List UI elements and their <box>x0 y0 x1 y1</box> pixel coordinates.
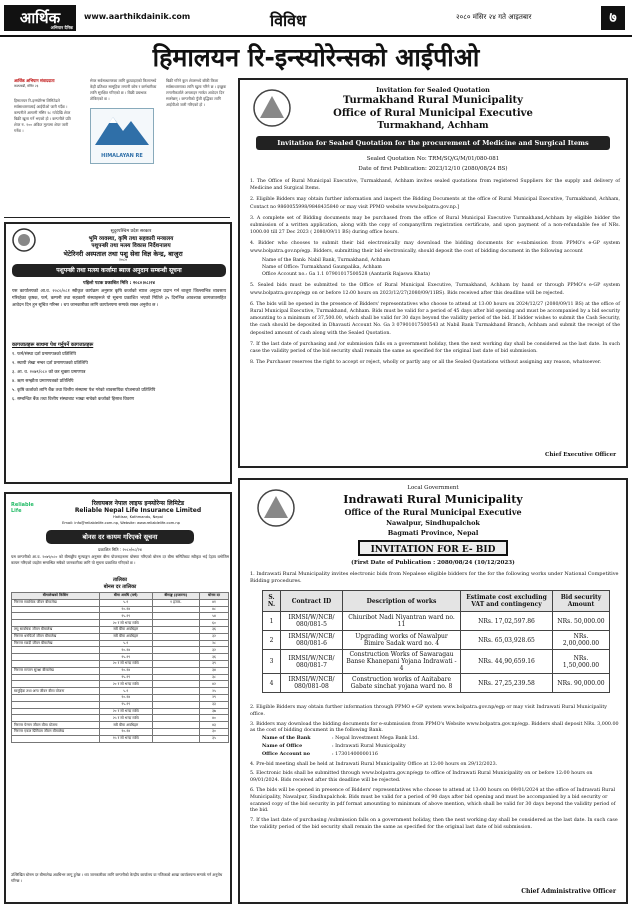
table-row <box>12 660 229 667</box>
docs-title: कागजातहरू साथमा पेश गर्नुपर्ने कागजातहरू <box>12 342 94 348</box>
table-cell: २० र सो भन्दा माथि <box>100 708 153 715</box>
table-cell: NRs. 17,02,597.86 <box>461 612 553 631</box>
table-row <box>12 620 229 627</box>
paragraph-3: 3. A complete set of Bidding documents may be purchased from the office of Rural Municipal Executive Turmakhand,Achham by eligible bidder the submission of a written application, along with the copy of company/firm registration certificate, and upon payment of a non-refundable fee of NRs. 1000.00 till 27 Dec 2023 ( 2080/09/11 BS) during office hours. <box>250 215 620 236</box>
company-contact: Email: info@reliablelife.com.np, Website: www.reliablelife.com.np <box>62 521 180 525</box>
table-cell <box>12 654 100 661</box>
table-cell: निरन्तर सावधिक जीवन बीमालेख <box>12 599 100 606</box>
table-row <box>263 650 610 674</box>
table-cell: सबै बीमा अवधिहरु <box>100 633 153 640</box>
col-header: बीमालेखको किसिम <box>12 593 100 600</box>
table-cell <box>152 633 199 640</box>
col-header: Estimate cost excluding VAT and contingency <box>461 591 553 612</box>
col-header: Bid security Amount <box>553 591 610 612</box>
table-cell <box>152 640 199 647</box>
table-cell: NRs. 44,90,659.16 <box>461 650 553 674</box>
table-row <box>12 701 229 708</box>
col-header: Description of works <box>343 591 461 612</box>
table-cell <box>12 647 100 654</box>
notice-banner: Invitation for Sealed Quotation for the procurement of Medicine and Surgical Items <box>256 136 610 150</box>
table-cell: ६० <box>200 620 229 627</box>
table-cell: NRs. 50,000.00 <box>553 612 610 631</box>
paragraph-5: 5. Sealed bids must be submitted to the Office of Rural Municipal Executive, Turmakhand, Achham by hand or through PPMO's e-GP system www.bolpatra.gov.np/egp on or before 12:00 hours on 2023/12/27(2080/09/11BS). Bids received after this deadline will be rejected. <box>250 283 620 296</box>
org-line-2: Office of the Rural Municipal Executive <box>344 507 522 517</box>
notice-body: यस कम्पनीको आ.व. २०७९/०८० को बीमाङ्कीय मूल्याङ्कन अनुसार बीमा योजनाहरूमा घोषणा गरिएको बोनस दर बीमा समितिबाट स्वीकृत भई देहाय बमोजिम कायम गरिएको व्यहोरा सम्बन्धित सबैको जानकारीका लागि यो सूचना प्रकाशित गरिएको छ । <box>11 554 229 565</box>
account-number: Office Account no.: Ga 1.1 07901017500528 (Aantarik Rajaswa Khata) <box>262 272 430 278</box>
paragraph-8: 8. The Purchaser reserves the right to accept or reject, wholly or partly any or all the Sealed Quotations without assigning any reason, whatsoever. <box>250 360 602 366</box>
table-cell: १०-१४ <box>100 606 153 613</box>
table-cell <box>152 694 199 701</box>
table-cell: २८ <box>200 640 229 647</box>
table-cell <box>152 735 199 742</box>
company-name-np: रिलायबल नेपाल लाइफ इन्स्योरेन्स लिमिटेड <box>91 500 185 507</box>
table-cell: 4 <box>263 674 281 693</box>
org-line-1: Indrawati Rural Municipality <box>343 493 523 506</box>
story-column-3: बिक्री गरिने कुल शेयरमध्ये बाँकी कित्ता सर्वसाधारणका लागि खुला गरिने छ । इच्छुक लगानीकर्ताले अनलाइन मार्फत आवेदन दिन सक्नेछन् । कम्पनीको पुँजी वृद्धिका लागि आईपीओ जारी गरिएको हो । <box>166 78 227 107</box>
table-cell: 2 <box>263 631 281 650</box>
office-name: Name of Office: Turmakhand Gaunpalika, Achham <box>262 265 382 271</box>
table-cell: Chiuribot Nadi Niyantran ward no. 11 <box>343 612 461 631</box>
signature-title: Chief Administrative Officer <box>521 888 616 895</box>
list-item: ६. सम्बन्धित बैंक तथा वित्तीय संस्थाबाट भाखा नाघेको कर्जाको हिसाब विवरण <box>12 397 135 402</box>
bonus-rate-table <box>11 592 229 743</box>
notice-banner: बोनस दर कायम गरिएको सूचना <box>46 530 194 544</box>
bank-label: Name of the Bank <box>262 735 311 742</box>
table-cell: २० र सो भन्दा माथि <box>100 620 153 627</box>
table-cell: ४१ <box>200 599 229 606</box>
table-row <box>12 728 229 735</box>
story-byline: आर्थिक अभियान संवाददाता <box>14 78 55 83</box>
org-line-1: सुदुरपश्चिम प्रदेश सरकार <box>110 229 152 234</box>
table-cell: १०-१४ <box>100 728 153 735</box>
table-cell <box>12 613 100 620</box>
table-cell <box>12 606 100 613</box>
table-cell: IRMSI/W/NCB/ 080/081-7 <box>281 650 343 674</box>
paragraph-5: 5. Electronic bids shall be submitted through www.bolpatra.gov.np/egp to office of Indrawati Rural Municipality on or before 12:00 hours on 09/01/2024. Bids received after this deadline will be rejected. <box>250 771 593 784</box>
table-cell: Construction works of Aaitabare Gabate sinchat yojana ward no. 8 <box>343 674 461 693</box>
news-story <box>4 78 230 218</box>
table-cell: NRs. 27,25,239.58 <box>461 674 553 693</box>
logo-subtext: अभियान दैनिक <box>50 25 73 30</box>
table-cell: NRs. 2,00,000.00 <box>553 631 610 650</box>
paragraph-3: 3. Bidders may download the bidding documents for e-submission from PPMO's Website www.bolpatra.gov.np/egp. Bidders shall deposit NRs. 3,000.00 as the cost of bidding document in the following Bank. <box>250 721 619 734</box>
logo-text: HIMALAYAN RE <box>101 153 143 159</box>
table-subtitle: बोनस दर तालिका <box>103 584 137 590</box>
table-cell: १०-१४ <box>100 694 153 701</box>
table-cell: १०-१४ <box>100 667 153 674</box>
table-row <box>263 631 610 650</box>
col-header: Contract ID <box>281 591 343 612</box>
table-row <box>12 688 229 695</box>
org-line-2: Office of Rural Municipal Executive <box>333 108 533 119</box>
notice-date: प्रकाशित मिति : २०८०/०८/२४ <box>98 547 142 552</box>
table-cell <box>12 694 100 701</box>
newspaper-logo <box>4 5 76 31</box>
table-cell: ५-९ <box>100 599 153 606</box>
table-cell: निरन्तर पेन्सन जीवन बीमा योजना <box>12 722 100 729</box>
table-cell: १०-१४ <box>100 647 153 654</box>
table-cell <box>152 681 199 688</box>
org-line-2: भूमि व्यवस्था, कृषि तथा सहकारी मन्त्रालय <box>88 236 174 242</box>
reliable-logo: Reliable Life <box>11 502 34 514</box>
table-cell: NRs. 1,50,000.00 <box>553 650 610 674</box>
table-row <box>12 654 229 661</box>
bank-info <box>250 735 620 758</box>
company-name-en: Reliable Nepal Life Insurance Limited <box>74 507 202 514</box>
col-header: बीमा अवधि (वर्ष) <box>100 593 153 600</box>
table-cell: २९ <box>200 694 229 701</box>
table-cell: १५-१९ <box>100 701 153 708</box>
notice-banner: पशुपन्छी तथा मत्स्य कर्जामा ब्याज अनुदान सम्बन्धी सूचना <box>12 264 226 277</box>
table-cell <box>152 660 199 667</box>
page-number: ७ <box>601 6 625 30</box>
paragraph-2: 2. Eligible Bidders may obtain further information through PPMO e-GP system www.bolpatra.gov.np/egp or may visit Indrawati Rural Municipality office. <box>250 705 608 717</box>
table-cell: NRs. 65,03,928.65 <box>461 631 553 650</box>
website-url[interactable]: www.aarthikdainik.com <box>84 12 191 21</box>
list-item: ५. कृषि कर्जाको लागि बैंक तथा वित्तीय संस्थामा पेश गरेको व्यवसायिक योजनाको प्रतिलिपि <box>12 388 156 393</box>
table-cell: १५ र सो भन्दा माथि <box>100 735 153 742</box>
paragraph-1: 1. The Office of Rural Municipal Executive, Turmakhand, Achham invites sealed quotations from registered Suppliers for the supply and delivery of Medicine and Surgical Items. <box>250 179 620 192</box>
table-row <box>12 674 229 681</box>
table-cell <box>152 613 199 620</box>
table-cell: ३० <box>200 728 229 735</box>
list-item: ४. ऋण सम्झौता प्रमाणपत्रको प्रतिलिपि <box>12 379 74 384</box>
org-line-4: Bagmati Province, Nepal <box>387 529 479 537</box>
table-row <box>12 613 229 620</box>
table-cell: १५-१९ <box>100 654 153 661</box>
notice-body <box>250 178 620 366</box>
table-cell: IRMSI/W/NCB/ 080/081-08 <box>281 674 343 693</box>
notice-footer: उल्लिखित बोनस दर बीमालेख अवधिभर लागू हुनेछ । थप जानकारीका लागि कम्पनीको केन्द्रीय कार्यालय वा नजिकको शाखा कार्यालयमा सम्पर्क गर्न अनुरोध गरिन्छ । <box>11 872 223 883</box>
col-header: बोनस दर <box>200 593 229 600</box>
issue-date: २०८० मंसिर २४ गते आइतबार <box>456 13 532 21</box>
docs-list <box>12 350 226 404</box>
table-cell <box>12 620 100 627</box>
table-cell <box>152 606 199 613</box>
table-cell <box>152 654 199 661</box>
table-cell: ३७ <box>200 708 229 715</box>
table-cell <box>152 701 199 708</box>
table-cell: 1 <box>263 612 281 631</box>
table-cell: ३३ <box>200 701 229 708</box>
table-cell: लघु सावधिक जीवन बीमालेख <box>12 626 100 633</box>
paragraph-7: 7. If the last date of purchasing /submission falls on a government holiday, then the next working day shall be considered as the last date. In such case the validity period of the bid security shall remain the same as specified for the original last date of bid submission. <box>250 818 618 830</box>
invite-title: Invitation for Sealed Quotation <box>376 86 490 94</box>
table-cell <box>152 620 199 627</box>
page-header <box>0 0 632 37</box>
table-row <box>263 612 610 631</box>
table-row <box>12 599 229 606</box>
table-cell: सामूहिक तथा अन्य जीवन बीमा योजना <box>12 688 100 695</box>
story-dateline: काठमाडौं, मंसिर २३ <box>14 84 39 88</box>
mountain-icon <box>91 109 153 149</box>
table-row <box>263 674 610 693</box>
list-item: १. फर्म/संस्था दर्ता प्रमाणपत्रको प्रतिलिपि <box>12 352 76 357</box>
table-cell: १५-१९ <box>100 613 153 620</box>
table-cell: २० र सो भन्दा माथि <box>100 681 153 688</box>
bank-value: : Nepal Investment Mega Bank Ltd. <box>332 736 419 742</box>
table-cell: सबै बीमा अवधिहरु <box>100 722 153 729</box>
table-row <box>12 681 229 688</box>
table-cell <box>12 681 100 688</box>
table-row <box>12 694 229 701</box>
table-cell <box>152 647 199 654</box>
signature-title: Chief Executive Officer <box>545 452 616 458</box>
story-column-2: सेयर सर्वसाधारणका लागि छुट्याइएको कित्तामध्ये केही प्रतिशत सामूहिक लगानी कोष र कर्मचारीका लागि सुरक्षित गरिएको छ । बिक्री प्रबन्धक तोकिएको छ । <box>90 78 157 101</box>
publication-date: Date of first Publication: 2023/12/10 (2080/08/24 BS) <box>358 166 508 172</box>
table-cell: ४८ <box>200 606 229 613</box>
table-cell: ४३ <box>200 722 229 729</box>
table-cell <box>12 674 100 681</box>
table-header-row <box>263 591 610 612</box>
publication-date: (First Date of Publication : 2080/08/24 (10/12/2023) <box>351 560 515 566</box>
himalayan-re-logo <box>90 108 154 164</box>
org-line-1: Turmakhand Rural Municipality <box>343 95 523 106</box>
table-cell: IRMSI/W/NCB/ 080/081-6 <box>281 631 343 650</box>
list-item: २. स्थायी लेखा नम्बर दर्ता प्रमाणपत्रको प्रतिलिपि <box>12 361 88 366</box>
section-title: विविध <box>270 11 306 30</box>
paragraph-4: 4. Bidder who chooses to submit their bid electronically may download the bidding documents for e-submission from PPMO's e-GP system www.bolpatra.gov.np/egp. Bidders, submitting their bid electronically, should deposit the cost of bidding document in the following account <box>250 241 620 254</box>
notice-body <box>250 705 620 832</box>
table-cell <box>152 722 199 729</box>
paragraph-7: 7. If the last date of purchasing and /or submission falls on a government holiday, then the next working day shall be considered as the last date. In such case the validity period of the bid security shall remain the same as specified for the original last date of bid submission. <box>250 341 620 355</box>
table-cell: निरन्तर धनफिर्ता जीवन बीमालेख <box>12 633 100 640</box>
list-item: ३. आ. व. २०७९/०८० को कर चुक्ता प्रमाणपत्र <box>12 370 86 375</box>
table-row <box>12 606 229 613</box>
table-row <box>12 708 229 715</box>
table-cell: २५ र सो भन्दा माथि <box>100 715 153 722</box>
table-cell: ३८ <box>200 674 229 681</box>
table-cell: ३६ <box>200 654 229 661</box>
table-cell: २० र सो भन्दा माथि <box>100 660 153 667</box>
notice-body: यस कार्यालयको आ.व. २०८०/०८१ स्वीकृत कार्यक्रम अनुसार कृषि कर्जाको ब्याज अनुदान प्रदान गर्न बाजुरा जिल्लाभित्र व्यवसाय गरिरहेका कृषक, फर्म, कम्पनी तथा सहकारी संस्थाहरूले यो सूचना प्रकाशित भएको मितिले ३५ दिनभित्र आवश्यक कागजातसहित आवेदन दिन हुन सूचित गरिन्छ । थप जानकारीका लागि कार्यालयमा सम्पर्क राख्न अनुरोध छ । <box>12 289 226 308</box>
paragraph-6: 6. The bids will be opened in the presence of Bidders' representatives who choose to attend at 13:00 hours on 2024/12/27 (2080/09/11 BS) at the office of Rural Municipal Executive, Turmakhand, Achham. Bids must be valid for a period of 45 days after bid opening and must be accompanied by a bid security amounting to a minimum of 37,500.00, which shall be valid for 30 days beyond the validity period of the bid. If bidder wishes to submit the Cash Security, the cash should be deposited in Dhavauti Account No. Ga 3 07901017500543 at Nabil Bank Turmakhand Branch, Achham and submit the receipt of the deposited amount of cash along with the Sealed Quotation. <box>250 301 620 336</box>
table-cell <box>152 715 199 722</box>
notice-veterinary <box>4 222 232 484</box>
table-cell <box>152 728 199 735</box>
table-cell: १५-१९ <box>100 674 153 681</box>
quotation-number: Sealed Quotation No: TRM/SQ/G/M/01/080-081 <box>366 156 500 162</box>
gov-label: Local Government <box>407 485 459 491</box>
table-cell: Construction Works of Sawaragau Banse Khanepani Yojana Indrawati - 4 <box>343 650 461 674</box>
notice-date: पहिलो पटक प्रकाशित मिति : २०८०।०८।२४ <box>83 281 155 286</box>
table-cell <box>152 667 199 674</box>
table-cell: 3 <box>263 650 281 674</box>
story-column-1: हिमालयन रि-इन्स्योरेन्स लिमिटेडले सर्वसाधारणलाई आईपीओ जारी गर्दैछ । कम्पनीले आगामी मंसिर २८ गतेदेखि शेयर बिक्री खुला गर्ने भएको हो । कम्पनीले प्रति शेयर रु. १०० अंकित मूल्यमा शेयर जारी गर्नेछ । <box>14 98 71 133</box>
table-cell: १ हजार- <box>152 599 199 606</box>
notice-reliable-life <box>4 492 232 904</box>
table-row <box>12 626 229 633</box>
office-value: : Indrawati Rural Municipality <box>332 743 406 749</box>
table-cell: ३६ <box>200 626 229 633</box>
paragraph-6: 6. The bids will be opened in presence of Bidders' representatives who choose to attend at 13:00 hours on 09/01/2024 at the office of Indrawati Rural Municipality, Nawalpur, Sindhupalchok. Bids must be valid for a period of 90 days after bid opening and must be accompanied by a bid security or scanned copy of the bid security in pdf format amounting to minimum of above mention, which shall be valid for 30 days beyond the validity period of the bid. <box>250 787 616 814</box>
table-title: तालिका <box>113 577 127 583</box>
notice-indrawati <box>238 478 628 904</box>
paragraph-4: 4. Pre-bid meeting shall be held at Indrawati Rural Municipality Office at 12:00 hours on 29/12/2023. <box>250 761 498 767</box>
org-line-3: Turmakhand, Achham <box>377 121 489 131</box>
table-cell: ३२ <box>200 633 229 640</box>
table-cell: IRMSI/W/NCB/ 080/081-5 <box>281 612 343 631</box>
table-row <box>12 667 229 674</box>
table-cell <box>152 708 199 715</box>
table-row <box>12 633 229 640</box>
table-cell <box>12 660 100 667</box>
table-cell <box>12 708 100 715</box>
table-header-row <box>12 593 229 600</box>
table-cell <box>12 735 100 742</box>
table-cell: निरन्तर सन्तान सुरक्षा बीमालेख <box>12 667 100 674</box>
table-cell: सबै बीमा अवधिहरु <box>100 626 153 633</box>
table-cell: NRs. 90,000.00 <box>553 674 610 693</box>
office-label: Name of Office <box>262 742 303 749</box>
table-cell: ३५ <box>200 735 229 742</box>
logo-text: आर्थिक <box>19 9 61 27</box>
col-header: बीमाङ्क (हजारमा) <box>152 593 199 600</box>
table-row <box>12 735 229 742</box>
table-cell: ५-९ <box>100 688 153 695</box>
notice-turmakhand <box>238 78 628 468</box>
table-cell <box>12 715 100 722</box>
ebid-banner: INVITATION FOR E- BID <box>358 540 508 556</box>
table-cell: ५-९ <box>100 640 153 647</box>
account-value: : 17301400000116 <box>332 751 378 757</box>
table-cell: निरन्तर एकल प्रिमियम जीवन बीमालेख <box>12 728 100 735</box>
account-label: Office Account no <box>262 750 310 757</box>
table-row <box>12 715 229 722</box>
org-line-4: भेटेरिनरी अस्पताल तथा पशु सेवा विज्ञ केन्द्र, बाजुरा <box>63 250 183 258</box>
table-cell <box>152 688 199 695</box>
table-row <box>12 647 229 654</box>
table-cell: ३९ <box>200 660 229 667</box>
table-cell: ३४ <box>200 667 229 674</box>
table-cell: ४२ <box>200 681 229 688</box>
col-header: S. N. <box>263 591 281 612</box>
table-cell <box>152 626 199 633</box>
table-row <box>12 640 229 647</box>
table-row <box>12 722 229 729</box>
org-line-3: Nawalpur, Sindhupalchok <box>386 519 480 527</box>
main-headline: हिमालयन रि-इन्स्योरेन्सको आईपीओ <box>152 43 480 72</box>
org-year: २०८० <box>118 257 128 262</box>
table-cell: २५ <box>200 688 229 695</box>
table-cell: ३२ <box>200 647 229 654</box>
company-address: Hattisar, Kathmandu, Nepal <box>113 515 163 519</box>
bid-table <box>262 590 610 693</box>
org-line-3: पशुपन्छी तथा मत्स्य विकास निर्देशनालय <box>91 243 171 249</box>
table-cell: Upgrading works of Nawalpur Bimire Sadak ward no. 4 <box>343 631 461 650</box>
table-cell: ५४ <box>200 613 229 620</box>
bank-name: Name of the Bank: Nabil Bank, Turmakhand, Achham <box>262 257 391 263</box>
table-cell <box>12 701 100 708</box>
table-cell: ४० <box>200 715 229 722</box>
paragraph-1: 1. Indrawati Rural Municipality invites electronic bids from Nepalese eligible bidders for the for the following works under National Competitive Bidding procedures. <box>250 571 619 584</box>
paragraph-2: 2. Eligible Bidders may obtain further information and inspect the Bidding Documents at the office of Rural Municipal Executive, Turmakhand, Achham, Contact no 9860055998/9848435840 or may visit PPMO website www.bolpatra.gov.np.] <box>250 197 620 210</box>
table-cell <box>152 674 199 681</box>
table-cell: निरन्तर म्यादी जीवन बीमालेख <box>12 640 100 647</box>
